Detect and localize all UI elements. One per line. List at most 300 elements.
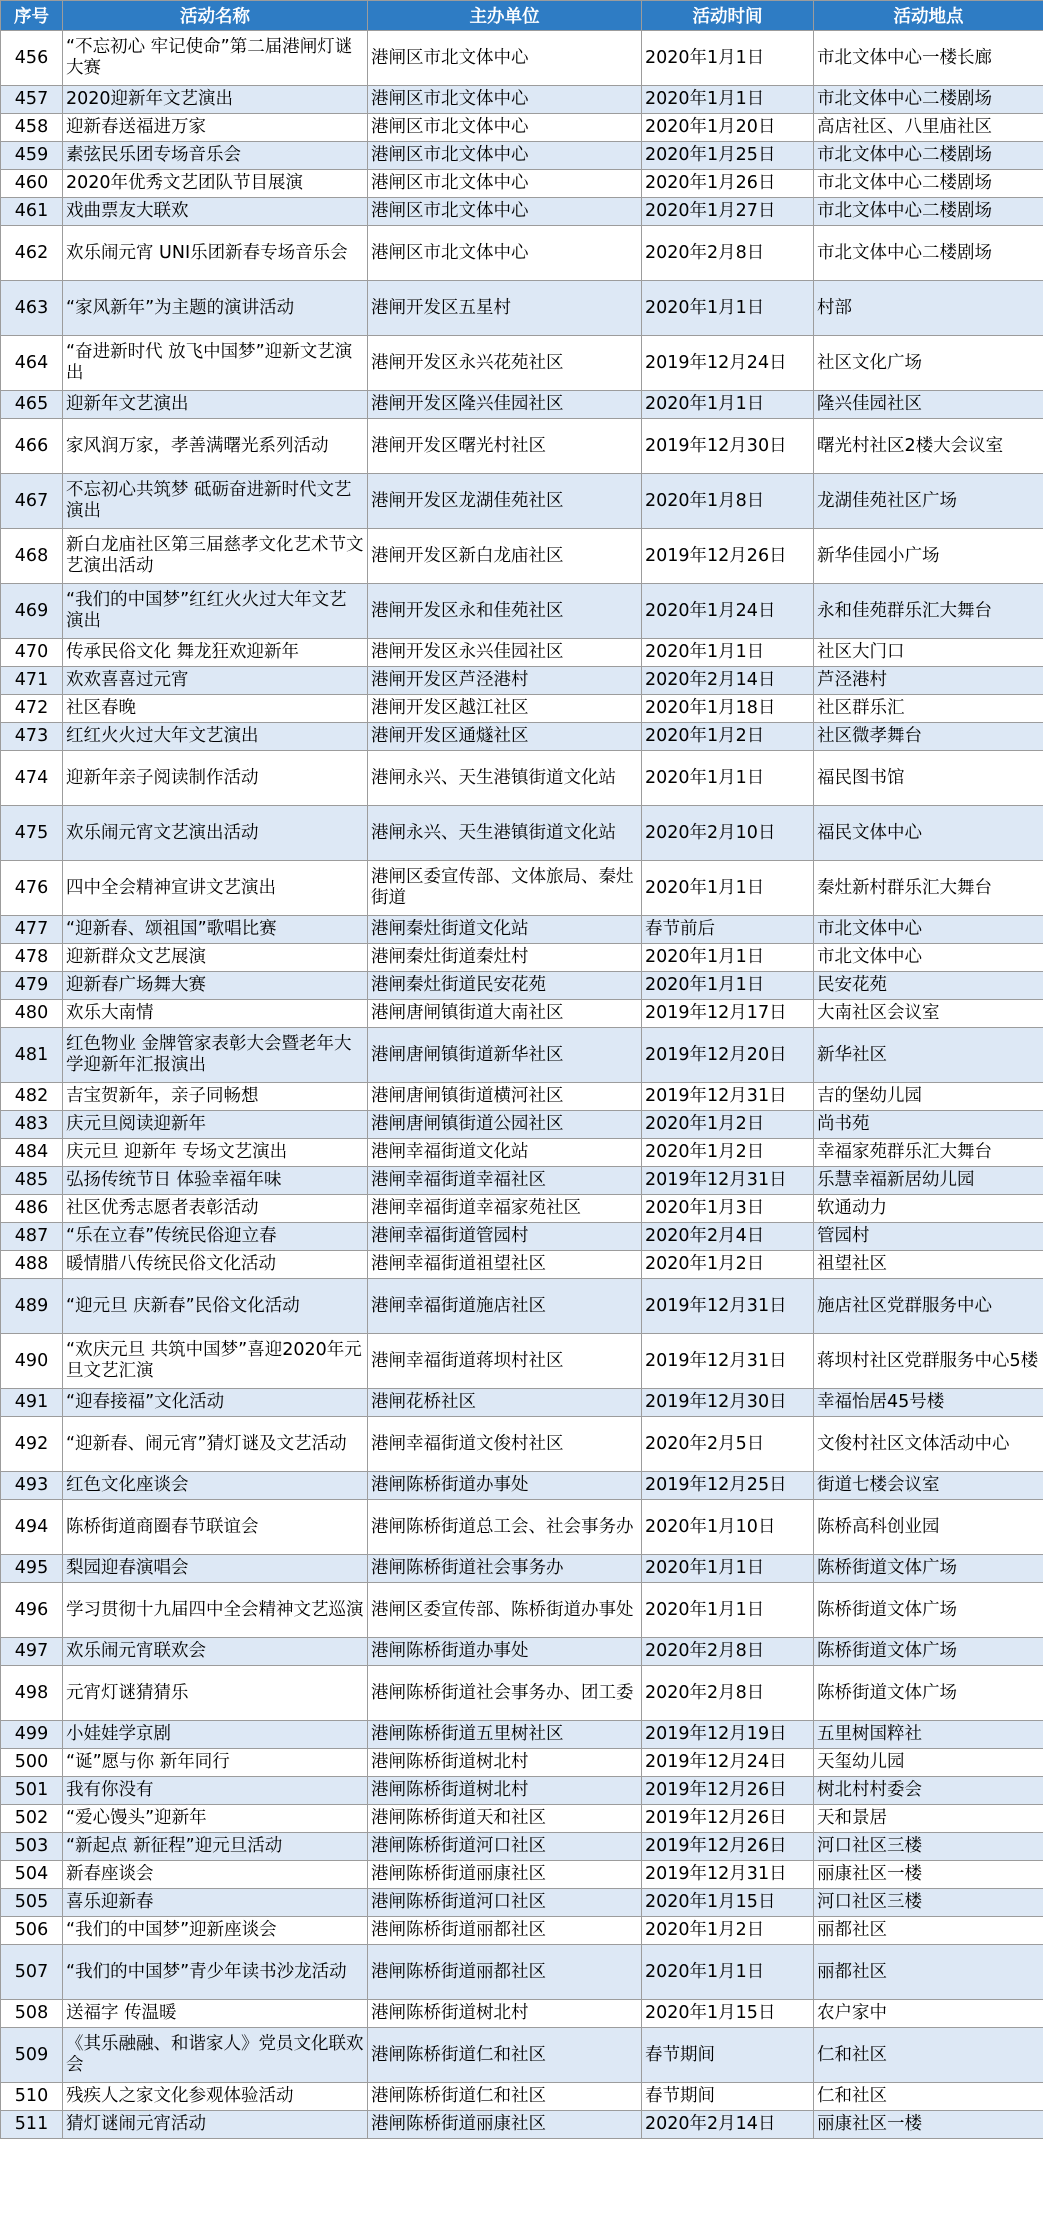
cell-activity-name: “迎新春、颂祖国”歌唱比赛 <box>63 916 368 944</box>
table-row <box>1 1749 1043 1777</box>
cell-seq: 482 <box>1 1083 63 1111</box>
table-row <box>1 667 1043 695</box>
cell-organizer: 港闸开发区曙光村社区 <box>368 419 642 474</box>
cell-activity-location: 丽都社区 <box>814 1945 1043 2000</box>
cell-organizer: 港闸幸福街道祖望社区 <box>368 1251 642 1279</box>
cell-activity-time: 2020年1月1日 <box>642 944 814 972</box>
cell-activity-time: 2020年1月2日 <box>642 1251 814 1279</box>
cell-activity-name: 残疾人之家文化参观体验活动 <box>63 2083 368 2111</box>
cell-seq: 510 <box>1 2083 63 2111</box>
cell-activity-time: 2020年2月8日 <box>642 226 814 281</box>
cell-seq: 461 <box>1 198 63 226</box>
cell-activity-location: 秦灶新村群乐汇大舞台 <box>814 861 1043 916</box>
cell-activity-name: 猜灯谜闹元宵活动 <box>63 2111 368 2139</box>
cell-activity-name: 小娃娃学京剧 <box>63 1721 368 1749</box>
cell-activity-location: 民安花苑 <box>814 972 1043 1000</box>
header-activity-time: 活动时间 <box>642 1 814 31</box>
cell-activity-time: 2020年1月2日 <box>642 1917 814 1945</box>
cell-activity-location: 新华佳园小广场 <box>814 529 1043 584</box>
cell-organizer: 港闸陈桥街道总工会、社会事务办 <box>368 1500 642 1555</box>
cell-activity-time: 2019年12月26日 <box>642 1805 814 1833</box>
cell-activity-location: 尚书苑 <box>814 1111 1043 1139</box>
cell-activity-time: 2019年12月30日 <box>642 419 814 474</box>
table-row <box>1 1500 1043 1555</box>
cell-activity-time: 2020年1月3日 <box>642 1195 814 1223</box>
cell-activity-time: 2020年1月8日 <box>642 474 814 529</box>
table-row <box>1 142 1043 170</box>
table-row <box>1 723 1043 751</box>
cell-activity-location: 社区群乐汇 <box>814 695 1043 723</box>
cell-seq: 478 <box>1 944 63 972</box>
cell-activity-time: 2020年2月10日 <box>642 806 814 861</box>
cell-activity-time: 2020年1月10日 <box>642 1500 814 1555</box>
cell-organizer: 港闸开发区隆兴佳园社区 <box>368 391 642 419</box>
cell-activity-time: 2019年12月24日 <box>642 336 814 391</box>
table-row <box>1 281 1043 336</box>
cell-activity-location: 丽康社区一楼 <box>814 2111 1043 2139</box>
cell-seq: 472 <box>1 695 63 723</box>
cell-activity-name: “爱心馒头”迎新年 <box>63 1805 368 1833</box>
cell-activity-location: 福民图书馆 <box>814 751 1043 806</box>
cell-organizer: 港闸陈桥街道办事处 <box>368 1638 642 1666</box>
table-row <box>1 86 1043 114</box>
cell-activity-location: 社区文化广场 <box>814 336 1043 391</box>
cell-activity-location: 陈桥街道文体广场 <box>814 1583 1043 1638</box>
cell-activity-location: 幸福怡居45号楼 <box>814 1389 1043 1417</box>
cell-activity-time: 2020年1月27日 <box>642 198 814 226</box>
cell-activity-time: 2020年1月2日 <box>642 1139 814 1167</box>
table-row <box>1 1721 1043 1749</box>
cell-activity-name: 素弦民乐团专场音乐会 <box>63 142 368 170</box>
cell-activity-location: 仁和社区 <box>814 2083 1043 2111</box>
table-row <box>1 529 1043 584</box>
cell-seq: 502 <box>1 1805 63 1833</box>
cell-activity-location: 隆兴佳园社区 <box>814 391 1043 419</box>
cell-activity-location: 乐慧幸福新居幼儿园 <box>814 1167 1043 1195</box>
cell-activity-time: 2020年2月5日 <box>642 1417 814 1472</box>
cell-seq: 503 <box>1 1833 63 1861</box>
table-header <box>1 1 1043 31</box>
table-row <box>1 1279 1043 1334</box>
cell-seq: 491 <box>1 1389 63 1417</box>
cell-seq: 456 <box>1 31 63 86</box>
cell-activity-location: 吉的堡幼儿园 <box>814 1083 1043 1111</box>
cell-organizer: 港闸陈桥街道丽康社区 <box>368 2111 642 2139</box>
cell-activity-location: 陈桥高科创业园 <box>814 1500 1043 1555</box>
cell-seq: 474 <box>1 751 63 806</box>
cell-activity-name: 陈桥街道商圈春节联谊会 <box>63 1500 368 1555</box>
cell-activity-time: 2020年1月1日 <box>642 1583 814 1638</box>
cell-seq: 459 <box>1 142 63 170</box>
cell-activity-location: 陈桥街道文体广场 <box>814 1666 1043 1721</box>
header-activity-name: 活动名称 <box>63 1 368 31</box>
cell-seq: 486 <box>1 1195 63 1223</box>
cell-activity-location: 市北文体中心二楼剧场 <box>814 226 1043 281</box>
cell-seq: 505 <box>1 1889 63 1917</box>
cell-activity-time: 2020年2月14日 <box>642 667 814 695</box>
cell-activity-name: “奋进新时代 放飞中国梦”迎新文艺演出 <box>63 336 368 391</box>
cell-activity-name: 传承民俗文化 舞龙狂欢迎新年 <box>63 639 368 667</box>
cell-activity-location: 市北文体中心二楼剧场 <box>814 86 1043 114</box>
cell-activity-location: 陈桥街道文体广场 <box>814 1555 1043 1583</box>
cell-activity-time: 2020年2月4日 <box>642 1223 814 1251</box>
cell-activity-time: 2020年1月25日 <box>642 142 814 170</box>
cell-seq: 507 <box>1 1945 63 2000</box>
cell-activity-name: 不忘初心共筑梦 砥砺奋进新时代文艺演出 <box>63 474 368 529</box>
table-row <box>1 1583 1043 1638</box>
cell-seq: 473 <box>1 723 63 751</box>
cell-activity-name: 社区春晚 <box>63 695 368 723</box>
cell-activity-time: 春节期间 <box>642 2083 814 2111</box>
cell-seq: 484 <box>1 1139 63 1167</box>
cell-seq: 497 <box>1 1638 63 1666</box>
cell-seq: 465 <box>1 391 63 419</box>
table-row <box>1 1334 1043 1389</box>
cell-activity-time: 2019年12月30日 <box>642 1389 814 1417</box>
cell-activity-location: 芦泾港村 <box>814 667 1043 695</box>
table-row <box>1 1777 1043 1805</box>
cell-organizer: 港闸陈桥街道天和社区 <box>368 1805 642 1833</box>
table-row <box>1 1917 1043 1945</box>
cell-activity-location: 丽康社区一楼 <box>814 1861 1043 1889</box>
cell-organizer: 港闸陈桥街道办事处 <box>368 1472 642 1500</box>
header-seq: 序号 <box>1 1 63 31</box>
cell-activity-name: 迎新年文艺演出 <box>63 391 368 419</box>
cell-activity-location: 文俊村社区文体活动中心 <box>814 1417 1043 1472</box>
cell-activity-name: 红红火火过大年文艺演出 <box>63 723 368 751</box>
table-row <box>1 1555 1043 1583</box>
cell-activity-location: 永和佳苑群乐汇大舞台 <box>814 584 1043 639</box>
cell-seq: 471 <box>1 667 63 695</box>
cell-activity-name: 社区优秀志愿者表彰活动 <box>63 1195 368 1223</box>
table-row <box>1 1472 1043 1500</box>
cell-activity-time: 2020年1月1日 <box>642 281 814 336</box>
cell-organizer: 港闸陈桥街道五里树社区 <box>368 1721 642 1749</box>
cell-activity-name: “迎春接福”文化活动 <box>63 1389 368 1417</box>
cell-activity-time: 2020年1月20日 <box>642 114 814 142</box>
cell-activity-name: “迎元旦 庆新春”民俗文化活动 <box>63 1279 368 1334</box>
cell-organizer: 港闸开发区通燧社区 <box>368 723 642 751</box>
cell-organizer: 港闸唐闸镇街道新华社区 <box>368 1028 642 1083</box>
cell-organizer: 港闸唐闸镇街道公园社区 <box>368 1111 642 1139</box>
cell-activity-location: 大南社区会议室 <box>814 1000 1043 1028</box>
cell-organizer: 港闸区市北文体中心 <box>368 226 642 281</box>
cell-seq: 481 <box>1 1028 63 1083</box>
cell-activity-time: 2020年2月8日 <box>642 1666 814 1721</box>
header-activity-location: 活动地点 <box>814 1 1043 31</box>
cell-activity-location: 树北村村委会 <box>814 1777 1043 1805</box>
cell-activity-time: 2020年1月1日 <box>642 972 814 1000</box>
cell-activity-name: 庆元旦阅读迎新年 <box>63 1111 368 1139</box>
cell-seq: 511 <box>1 2111 63 2139</box>
cell-activity-time: 2020年1月1日 <box>642 639 814 667</box>
cell-activity-name: 红色文化座谈会 <box>63 1472 368 1500</box>
table-row <box>1 1167 1043 1195</box>
cell-seq: 463 <box>1 281 63 336</box>
cell-organizer: 港闸幸福街道文化站 <box>368 1139 642 1167</box>
cell-organizer: 港闸区市北文体中心 <box>368 31 642 86</box>
cell-activity-location: 龙湖佳苑社区广场 <box>814 474 1043 529</box>
cell-organizer: 港闸陈桥街道树北村 <box>368 2000 642 2028</box>
cell-activity-name: 庆元旦 迎新年 专场文艺演出 <box>63 1139 368 1167</box>
cell-seq: 487 <box>1 1223 63 1251</box>
cell-activity-name: 2020年优秀文艺团队节目展演 <box>63 170 368 198</box>
table-row <box>1 1861 1043 1889</box>
table-row <box>1 474 1043 529</box>
table-row <box>1 639 1043 667</box>
cell-organizer: 港闸开发区永兴佳园社区 <box>368 639 642 667</box>
table-row <box>1 695 1043 723</box>
table-row <box>1 972 1043 1000</box>
table-row <box>1 1833 1043 1861</box>
cell-activity-name: “诞”愿与你 新年同行 <box>63 1749 368 1777</box>
cell-seq: 457 <box>1 86 63 114</box>
table-row <box>1 751 1043 806</box>
cell-activity-location: 市北文体中心二楼剧场 <box>814 142 1043 170</box>
cell-organizer: 港闸幸福街道管园村 <box>368 1223 642 1251</box>
cell-activity-time: 2019年12月26日 <box>642 1833 814 1861</box>
cell-activity-name: 弘扬传统节日 体验幸福年味 <box>63 1167 368 1195</box>
cell-seq: 492 <box>1 1417 63 1472</box>
cell-organizer: 港闸开发区龙湖佳苑社区 <box>368 474 642 529</box>
cell-seq: 479 <box>1 972 63 1000</box>
cell-activity-time: 2020年1月2日 <box>642 723 814 751</box>
cell-activity-name: 四中全会精神宣讲文艺演出 <box>63 861 368 916</box>
cell-seq: 509 <box>1 2028 63 2083</box>
cell-activity-name: 欢乐大南情 <box>63 1000 368 1028</box>
cell-activity-name: 送福字 传温暖 <box>63 2000 368 2028</box>
table-row <box>1 1251 1043 1279</box>
table-row <box>1 2111 1043 2139</box>
cell-activity-time: 2020年1月2日 <box>642 1111 814 1139</box>
cell-activity-time: 2020年1月26日 <box>642 170 814 198</box>
cell-activity-time: 2020年1月18日 <box>642 695 814 723</box>
cell-activity-time: 2019年12月26日 <box>642 1777 814 1805</box>
cell-activity-location: 市北文体中心 <box>814 916 1043 944</box>
cell-activity-name: “我们的中国梦”红红火火过大年文艺演出 <box>63 584 368 639</box>
table-row <box>1 584 1043 639</box>
cell-activity-location: 市北文体中心二楼剧场 <box>814 170 1043 198</box>
cell-activity-time: 2020年1月1日 <box>642 861 814 916</box>
cell-activity-name: 欢乐闹元宵文艺演出活动 <box>63 806 368 861</box>
cell-activity-location: 天玺幼儿园 <box>814 1749 1043 1777</box>
cell-activity-time: 2020年1月1日 <box>642 31 814 86</box>
cell-seq: 485 <box>1 1167 63 1195</box>
cell-activity-name: “不忘初心 牢记使命”第二届港闸灯谜大赛 <box>63 31 368 86</box>
cell-activity-location: 河口社区三楼 <box>814 1889 1043 1917</box>
cell-activity-name: “新起点 新征程”迎元旦活动 <box>63 1833 368 1861</box>
cell-activity-time: 2019年12月20日 <box>642 1028 814 1083</box>
cell-activity-name: 2020迎新年文艺演出 <box>63 86 368 114</box>
cell-activity-time: 2019年12月31日 <box>642 1167 814 1195</box>
cell-seq: 500 <box>1 1749 63 1777</box>
table-row <box>1 2000 1043 2028</box>
cell-activity-time: 2019年12月24日 <box>642 1749 814 1777</box>
cell-organizer: 港闸开发区新白龙庙社区 <box>368 529 642 584</box>
cell-organizer: 港闸永兴、天生港镇街道文化站 <box>368 806 642 861</box>
cell-seq: 466 <box>1 419 63 474</box>
cell-activity-name: “乐在立春”传统民俗迎立春 <box>63 1223 368 1251</box>
cell-activity-name: 梨园迎春演唱会 <box>63 1555 368 1583</box>
cell-activity-location: 新华社区 <box>814 1028 1043 1083</box>
cell-seq: 470 <box>1 639 63 667</box>
cell-activity-time: 2019年12月31日 <box>642 1083 814 1111</box>
cell-activity-time: 2020年1月15日 <box>642 2000 814 2028</box>
cell-organizer: 港闸秦灶街道文化站 <box>368 916 642 944</box>
cell-activity-location: 仁和社区 <box>814 2028 1043 2083</box>
cell-activity-location: 丽都社区 <box>814 1917 1043 1945</box>
cell-activity-location: 管园村 <box>814 1223 1043 1251</box>
table-row <box>1 2083 1043 2111</box>
cell-activity-time: 2020年2月8日 <box>642 1638 814 1666</box>
cell-organizer: 港闸秦灶街道秦灶村 <box>368 944 642 972</box>
cell-organizer: 港闸陈桥街道树北村 <box>368 1749 642 1777</box>
cell-activity-name: “家风新年”为主题的演讲活动 <box>63 281 368 336</box>
cell-activity-location: 祖望社区 <box>814 1251 1043 1279</box>
table-row <box>1 1195 1043 1223</box>
cell-seq: 462 <box>1 226 63 281</box>
cell-organizer: 港闸永兴、天生港镇街道文化站 <box>368 751 642 806</box>
table-row <box>1 1139 1043 1167</box>
table-row <box>1 1000 1043 1028</box>
table-row <box>1 1223 1043 1251</box>
cell-activity-name: 喜乐迎新春 <box>63 1889 368 1917</box>
table-row <box>1 170 1043 198</box>
cell-activity-name: 新白龙庙社区第三届慈孝文化艺术节文艺演出活动 <box>63 529 368 584</box>
cell-activity-time: 2020年1月1日 <box>642 391 814 419</box>
cell-activity-name: 吉宝贺新年，亲子同畅想 <box>63 1083 368 1111</box>
cell-organizer: 港闸开发区永和佳苑社区 <box>368 584 642 639</box>
cell-activity-location: 社区大门口 <box>814 639 1043 667</box>
table-row <box>1 336 1043 391</box>
cell-organizer: 港闸幸福街道蒋坝村社区 <box>368 1334 642 1389</box>
cell-activity-location: 市北文体中心二楼剧场 <box>814 198 1043 226</box>
cell-activity-name: 家风润万家，孝善满曙光系列活动 <box>63 419 368 474</box>
cell-seq: 469 <box>1 584 63 639</box>
table-row <box>1 1028 1043 1083</box>
cell-organizer: 港闸幸福街道幸福社区 <box>368 1167 642 1195</box>
cell-activity-name: 新春座谈会 <box>63 1861 368 1889</box>
cell-activity-name: 迎新年亲子阅读制作活动 <box>63 751 368 806</box>
table-row <box>1 2028 1043 2083</box>
cell-activity-location: 软通动力 <box>814 1195 1043 1223</box>
table-row <box>1 944 1043 972</box>
cell-seq: 490 <box>1 1334 63 1389</box>
cell-activity-time: 2019年12月31日 <box>642 1861 814 1889</box>
cell-activity-time: 春节期间 <box>642 2028 814 2083</box>
header-row <box>1 1 1043 31</box>
cell-seq: 494 <box>1 1500 63 1555</box>
cell-organizer: 港闸开发区永兴花苑社区 <box>368 336 642 391</box>
cell-organizer: 港闸唐闸镇街道大南社区 <box>368 1000 642 1028</box>
cell-activity-location: 施店社区党群服务中心 <box>814 1279 1043 1334</box>
cell-seq: 493 <box>1 1472 63 1500</box>
table-row <box>1 419 1043 474</box>
cell-seq: 483 <box>1 1111 63 1139</box>
cell-activity-name: 暖情腊八传统民俗文化活动 <box>63 1251 368 1279</box>
cell-activity-location: 社区微孝舞台 <box>814 723 1043 751</box>
cell-seq: 480 <box>1 1000 63 1028</box>
cell-activity-name: “迎新春、闹元宵”猜灯谜及文艺活动 <box>63 1417 368 1472</box>
cell-activity-name: 戏曲票友大联欢 <box>63 198 368 226</box>
cell-organizer: 港闸开发区越江社区 <box>368 695 642 723</box>
table-row <box>1 1389 1043 1417</box>
cell-organizer: 港闸陈桥街道树北村 <box>368 1777 642 1805</box>
cell-activity-time: 2020年1月1日 <box>642 86 814 114</box>
cell-organizer: 港闸开发区五星村 <box>368 281 642 336</box>
cell-activity-name: 欢乐闹元宵 UNI乐团新春专场音乐会 <box>63 226 368 281</box>
cell-activity-location: 高店社区、八里庙社区 <box>814 114 1043 142</box>
cell-activity-time: 2020年1月1日 <box>642 751 814 806</box>
cell-activity-location: 农户家中 <box>814 2000 1043 2028</box>
cell-activity-time: 2019年12月19日 <box>642 1721 814 1749</box>
table-row <box>1 1111 1043 1139</box>
cell-seq: 504 <box>1 1861 63 1889</box>
cell-organizer: 港闸秦灶街道民安花苑 <box>368 972 642 1000</box>
cell-activity-name: “我们的中国梦”青少年读书沙龙活动 <box>63 1945 368 2000</box>
cell-organizer: 港闸陈桥街道河口社区 <box>368 1889 642 1917</box>
table-row <box>1 1083 1043 1111</box>
cell-seq: 499 <box>1 1721 63 1749</box>
cell-seq: 488 <box>1 1251 63 1279</box>
cell-organizer: 港闸区市北文体中心 <box>368 198 642 226</box>
cell-activity-time: 2020年1月24日 <box>642 584 814 639</box>
cell-organizer: 港闸区市北文体中心 <box>368 170 642 198</box>
cell-organizer: 港闸陈桥街道丽康社区 <box>368 1861 642 1889</box>
cell-activity-location: 市北文体中心 <box>814 944 1043 972</box>
cell-activity-location: 福民文体中心 <box>814 806 1043 861</box>
table-row <box>1 861 1043 916</box>
header-organizer: 主办单位 <box>368 1 642 31</box>
cell-activity-time: 2020年1月1日 <box>642 1945 814 2000</box>
cell-seq: 506 <box>1 1917 63 1945</box>
cell-organizer: 港闸陈桥街道社会事务办 <box>368 1555 642 1583</box>
cell-activity-name: 学习贯彻十九届四中全会精神文艺巡演 <box>63 1583 368 1638</box>
cell-activity-location: 市北文体中心一楼长廊 <box>814 31 1043 86</box>
cell-activity-name: 欢乐闹元宵联欢会 <box>63 1638 368 1666</box>
cell-seq: 458 <box>1 114 63 142</box>
cell-organizer: 港闸幸福街道文俊村社区 <box>368 1417 642 1472</box>
cell-activity-name: 欢欢喜喜过元宵 <box>63 667 368 695</box>
table-row <box>1 198 1043 226</box>
cell-organizer: 港闸花桥社区 <box>368 1389 642 1417</box>
cell-organizer: 港闸陈桥街道丽都社区 <box>368 1945 642 2000</box>
table-row <box>1 1945 1043 2000</box>
cell-activity-name: “欢庆元旦 共筑中国梦”喜迎2020年元旦文艺汇演 <box>63 1334 368 1389</box>
cell-activity-location: 天和景居 <box>814 1805 1043 1833</box>
table-row <box>1 806 1043 861</box>
cell-organizer: 港闸区市北文体中心 <box>368 142 642 170</box>
cell-activity-time: 2019年12月17日 <box>642 1000 814 1028</box>
cell-organizer: 港闸陈桥街道仁和社区 <box>368 2028 642 2083</box>
cell-seq: 489 <box>1 1279 63 1334</box>
cell-organizer: 港闸开发区芦泾港村 <box>368 667 642 695</box>
cell-activity-name: 元宵灯谜猜猜乐 <box>63 1666 368 1721</box>
cell-organizer: 港闸陈桥街道河口社区 <box>368 1833 642 1861</box>
cell-seq: 501 <box>1 1777 63 1805</box>
table-row <box>1 1666 1043 1721</box>
table-row <box>1 31 1043 86</box>
cell-organizer: 港闸幸福街道施店社区 <box>368 1279 642 1334</box>
cell-activity-time: 春节前后 <box>642 916 814 944</box>
cell-seq: 498 <box>1 1666 63 1721</box>
cell-activity-location: 街道七楼会议室 <box>814 1472 1043 1500</box>
cell-activity-name: 《其乐融融、和谐家人》党员文化联欢会 <box>63 2028 368 2083</box>
cell-activity-location: 河口社区三楼 <box>814 1833 1043 1861</box>
cell-activity-name: 迎新春广场舞大赛 <box>63 972 368 1000</box>
cell-activity-location: 蒋坝村社区党群服务中心5楼 <box>814 1334 1043 1389</box>
cell-seq: 496 <box>1 1583 63 1638</box>
